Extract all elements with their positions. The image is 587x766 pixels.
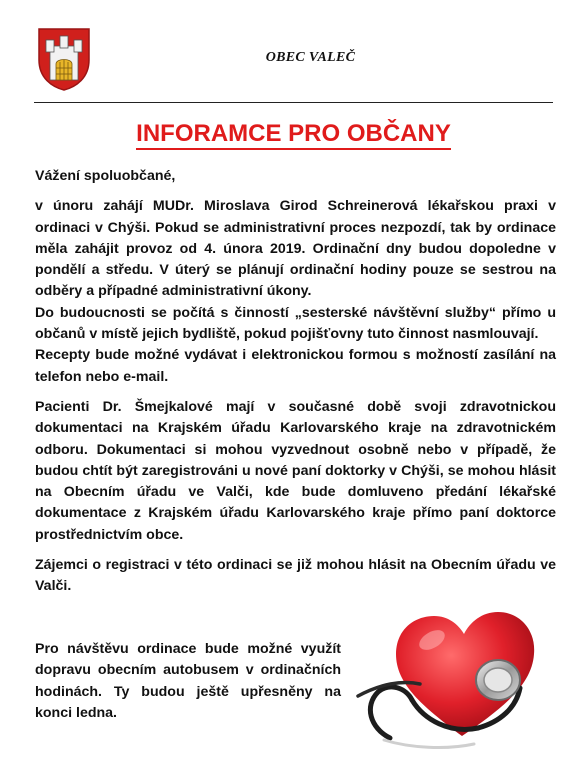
paragraph-registration: Zájemci o registraci v této ordinaci se již mohou hlásit na Obecním úřadu ve Valči. — [35, 557, 556, 595]
page-title-text: INFORAMCE PRO OBČANY — [136, 120, 451, 150]
heart-stethoscope-icon — [350, 588, 550, 758]
paragraph-nursing-service: Do budoucnosti se počítá s činností „sesterské návštěvní služby“ přímo u občanů v místě jejich bydliště, pokud pojišťovny tuto činnost nasmlouvají. — [35, 304, 556, 343]
village-name: OBEC VALEČ — [265, 50, 356, 65]
paragraph-documentation: Pacienti Dr. Šmejkalové mají v současné době svoji zdravotnickou dokumentaci na Krajském úřadu Karlovarského kraje na zdravotnickém odboru. Dokumentaci si mohou vyzvednout osobně nebo v případě, že budou chtít být zaregistrováni u nové paní doktorky v Chýši, se mohou hlásit na Obecním úřadu ve Valči, kde bude domluveno předání lékařské dokumentace z Krajském úřadu Karlovarského kraje přímo paní doktorce prostřednictvím obce. — [35, 398, 556, 543]
paragraph-practice-start: v únoru zahájí MUDr. Miroslava Girod Schreinerová lékařskou praxi v ordinaci v Chýši. Pokud se administrativní proces nezpozdí, tak by ordinace měla zahájit provoz od 4. února 2019. Ordinační dny budou dopoledne v pondělí a středu. V úterý se plánují ordinační hodiny pouze se sestrou na odběry a případné administrativní úkony. — [35, 198, 556, 300]
header-divider — [34, 102, 553, 103]
page-title — [0, 120, 587, 148]
paragraph-prescriptions: Recepty bude možné vydávat i elektronickou formou s možností zasílání na telefon nebo e-mail. — [35, 347, 556, 385]
paragraph-bus-transport: Pro návštěvu ordinace bude možné využít dopravu obecním autobusem v ordinačních hodinách. Ty budou ještě upřesněny na konci ledna. — [35, 641, 341, 722]
greeting: Vážení spoluobčané, — [35, 168, 176, 184]
document-body — [35, 166, 556, 598]
